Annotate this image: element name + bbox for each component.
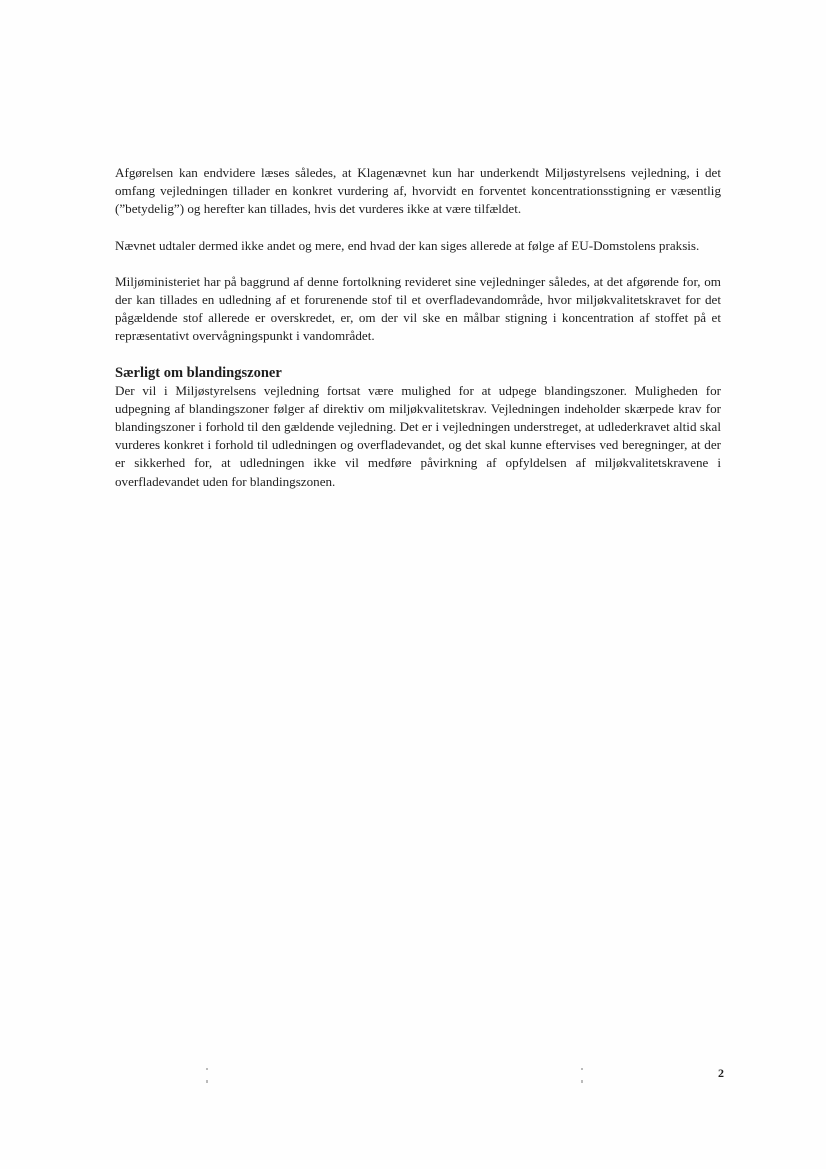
scan-artifact: [581, 1068, 583, 1070]
page-number: 2: [718, 1066, 724, 1080]
paragraph-ministry-revision: Miljøministeriet har på baggrund af denne fortolkning revideret sine vejledninger således, at det afgørende for, om der kan tillades en udledning af et forurenende stof til et overfladevandområde, hvor miljøkvalitetskravet for det pågældende stof allerede er overskredet, er, om der vil ske en målbar stigning i koncentration af stoffet på et repræsentativt overvågningspunkt i vandområdet.: [115, 273, 721, 344]
scan-artifact: [581, 1080, 583, 1083]
paragraph-mixing-zones: Der vil i Miljøstyrelsens vejledning fortsat være mulighed for at udpege blandingszoner. Muligheden for udpegning af blandingszoner følger af direktiv om miljøkvalitetskrav. Vejledningen indeholder skærpede krav for blandingszoner i forhold til den gældende vejledning. Det er i vejledningen understreget, at udlederkravet altid skal vurderes konkret i forhold til udledningen og overfladevandet, og det skal kunne eftervises ved beregninger, at der er sikkerhed for, at udledningen ikke vil medføre påvirkning af opfyldelsen af miljøkvalitetskravene i overfladevandet uden for blandingszonen.: [115, 382, 721, 489]
scan-artifact: [206, 1080, 208, 1083]
section-heading-mixing-zones: Særligt om blandingszoner: [115, 364, 282, 381]
paragraph-klagenaevnet-decision: Afgørelsen kan endvidere læses således, at Klagenævnet kun har underkendt Miljøstyrelsens vejledning, i det omfang vejledningen tillader en konkret vurdering af, hvorvidt en forventet koncentrationsstigning er væsentlig (”betydelig”) og herefter kan tillades, hvis det vurderes ikke at være tilfældet.: [115, 165, 721, 217]
paragraph-eu-court-practice: Nævnet udtaler dermed ikke andet og mere, end hvad der kan siges allerede at følge af EU-Domstolens praksis.: [115, 237, 700, 253]
scan-artifact: [206, 1068, 208, 1070]
document-body: [115, 164, 721, 491]
